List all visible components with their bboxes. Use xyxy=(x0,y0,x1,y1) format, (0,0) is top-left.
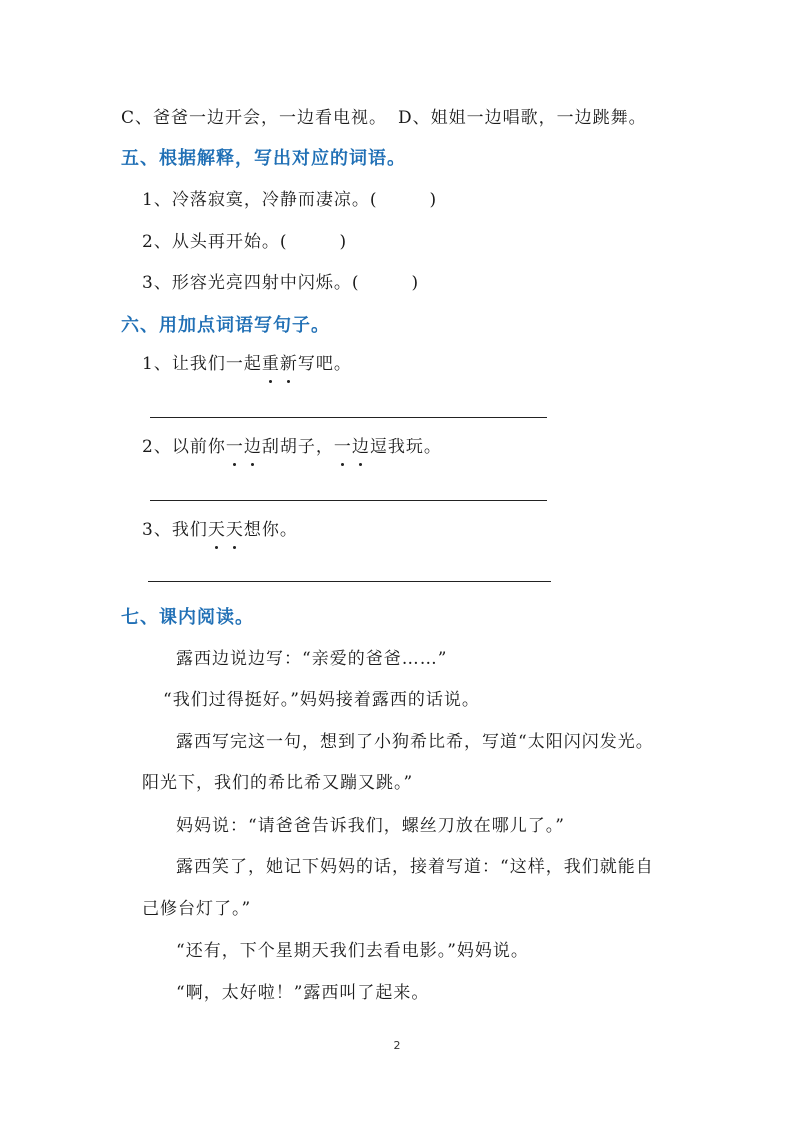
answer-line-1[interactable] xyxy=(150,417,547,418)
reading-paragraph: 露西边说边写：“亲爱的爸爸……” xyxy=(176,649,448,669)
dotted-char: 天 xyxy=(225,520,244,540)
reading-paragraph: “我们过得挺好。”妈妈接着露西的话说。 xyxy=(163,690,480,710)
section-5-item-3 xyxy=(142,271,419,295)
item-text: 1、冷落寂寞，冷静而凄凉。( xyxy=(142,190,378,210)
item-text: 刮胡子， xyxy=(261,437,334,457)
answer-line-2[interactable] xyxy=(150,500,547,501)
reading-paragraph: 露西写完这一句，想到了小狗希比希，写道“太阳闪闪发光。 xyxy=(176,732,654,752)
close-paren: ) xyxy=(411,273,420,293)
reading-paragraph: “还有，下个星期天我们去看电影。”妈妈说。 xyxy=(176,941,529,961)
section-5-item-1 xyxy=(142,188,437,212)
section-6-item-1 xyxy=(142,352,352,376)
dotted-char: 边 xyxy=(351,437,370,457)
reading-paragraph: 己修台灯了。” xyxy=(142,899,252,919)
option-d: D、姐姐一边唱歌，一边跳舞。 xyxy=(398,108,647,128)
section-6-item-2 xyxy=(142,435,442,459)
section-6-title: 六、用加点词语写句子。 xyxy=(121,315,330,336)
section-5-title: 五、根据解释，写出对应的词语。 xyxy=(121,148,406,169)
item-text: 2、从头再开始。( xyxy=(142,232,288,252)
reading-paragraph: “啊，太好啦！”露西叫了起来。 xyxy=(176,983,430,1003)
section-6-item-3 xyxy=(142,518,298,542)
close-paren: ) xyxy=(339,232,348,252)
reading-paragraph: 阳光下，我们的希比希又蹦又跳。” xyxy=(142,773,414,793)
item-text: 3、我们 xyxy=(142,520,208,540)
dotted-char: 边 xyxy=(243,437,262,457)
dotted-char: 一 xyxy=(225,437,244,457)
reading-paragraph: 妈妈说：“请爸爸告诉我们，螺丝刀放在哪儿了。” xyxy=(176,816,565,836)
answer-line-3[interactable] xyxy=(148,581,551,582)
item-text: 2、以前你 xyxy=(142,437,226,457)
item-text: 写吧。 xyxy=(297,354,352,374)
item-text: 逗我玩。 xyxy=(369,437,442,457)
section-7-title: 七、课内阅读。 xyxy=(121,607,254,628)
dotted-char: 新 xyxy=(279,354,298,374)
reading-paragraph: 露西笑了，她记下妈妈的话，接着写道：“这样，我们就能自 xyxy=(176,857,654,877)
page-number: 2 xyxy=(393,1039,401,1052)
section-5-item-2 xyxy=(142,230,347,254)
item-text: 想你。 xyxy=(243,520,298,540)
option-c: C、爸爸一边开会，一边看电视。 xyxy=(121,108,388,128)
close-paren: ) xyxy=(429,190,438,210)
dotted-char: 天 xyxy=(207,520,226,540)
dotted-char: 一 xyxy=(333,437,352,457)
item-text: 1、让我们一起 xyxy=(142,354,262,374)
item-text: 3、形容光亮四射中闪烁。( xyxy=(142,273,360,293)
dotted-char: 重 xyxy=(261,354,280,374)
